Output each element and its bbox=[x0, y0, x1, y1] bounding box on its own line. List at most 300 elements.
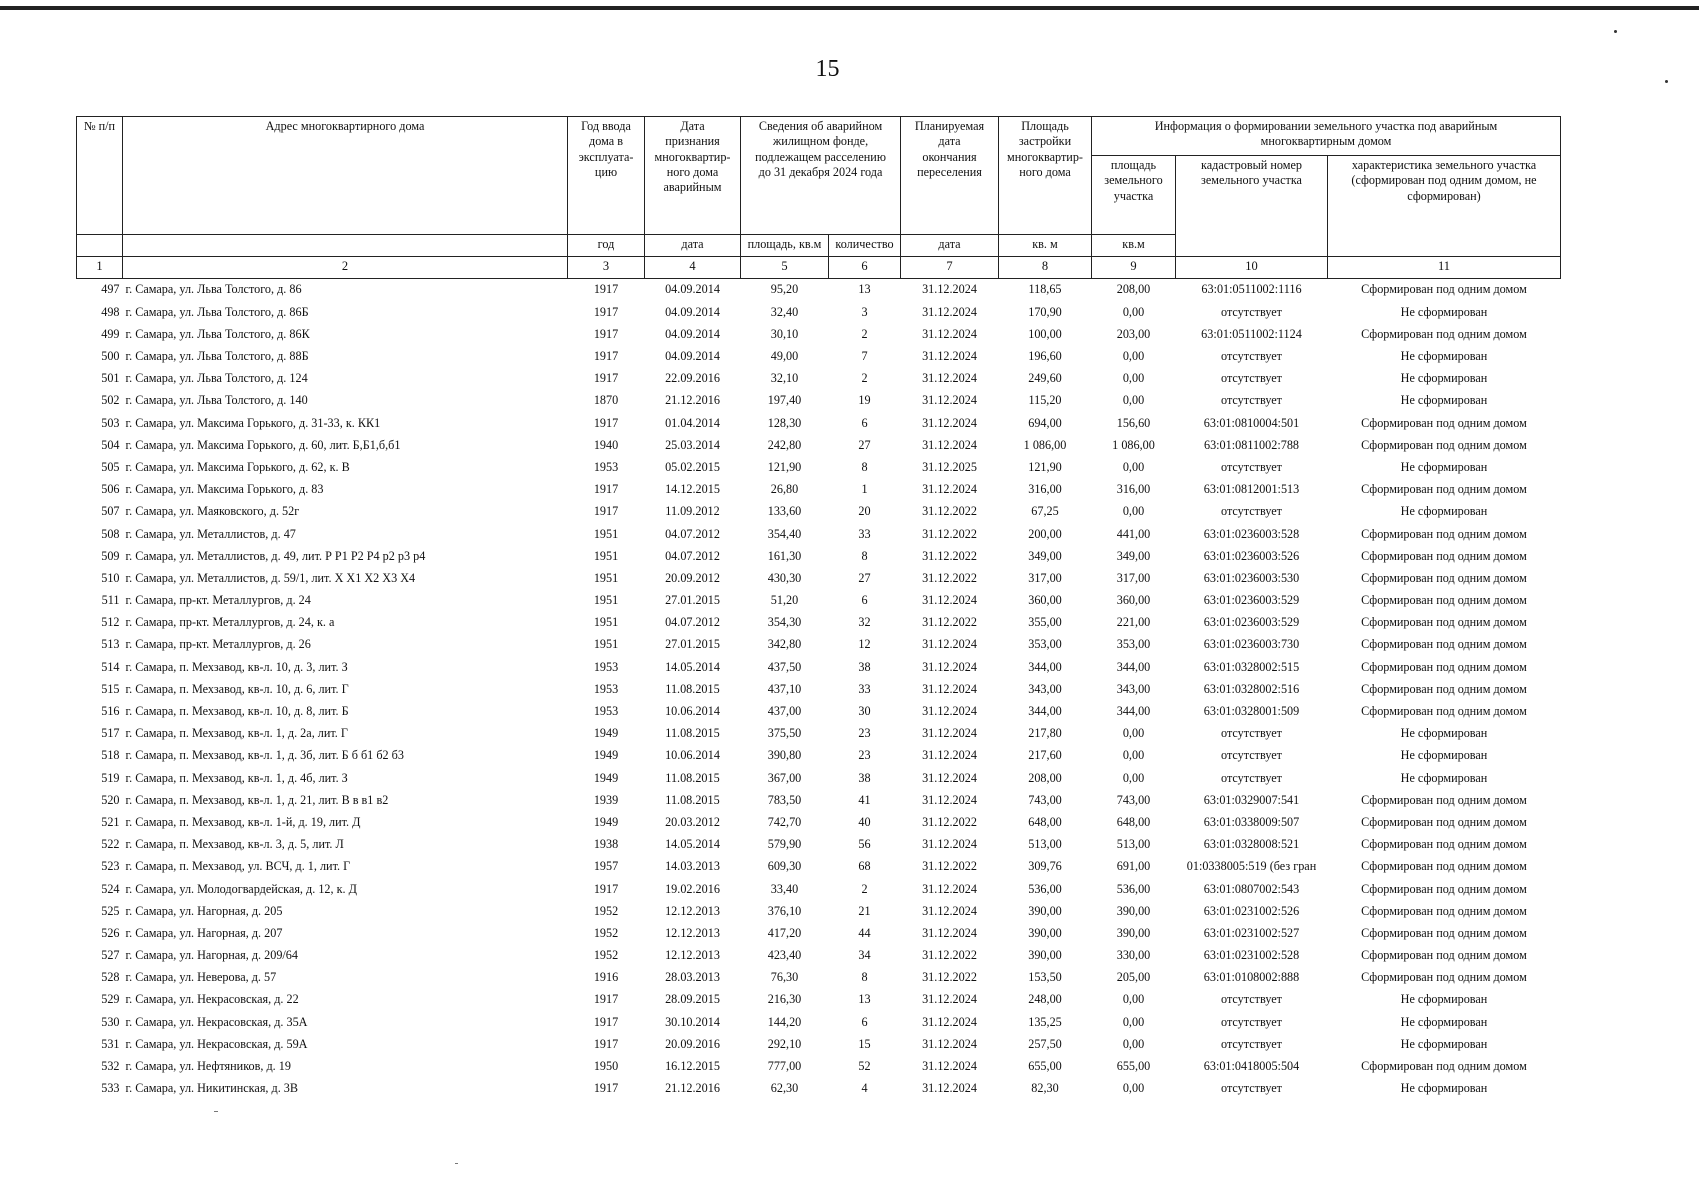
cell-resident-count: 15 bbox=[858, 1036, 871, 1051]
cell-address: г. Самара, ул. Молодогвардейская, д. 12, к. Д bbox=[125, 881, 357, 896]
cell-row-number: 511 bbox=[101, 593, 120, 608]
cell-land-status: Сформирован под одним домом bbox=[1361, 903, 1527, 918]
cell-built-area: 353,00 bbox=[1028, 637, 1062, 652]
table-row bbox=[77, 567, 1561, 589]
cell-address: г. Самара, ул. Неверова, д. 57 bbox=[125, 970, 277, 985]
cell-land-area: 0,00 bbox=[1122, 1036, 1145, 1051]
cell-resident-count: 2 bbox=[861, 371, 868, 386]
cell-emergency-area: 161,30 bbox=[767, 548, 802, 563]
cell-cadastral-number: отсутствует bbox=[1221, 371, 1282, 386]
cell-resident-count: 38 bbox=[858, 770, 871, 785]
cell-planned-date: 31.12.2022 bbox=[922, 970, 977, 985]
cell-land-area: 344,00 bbox=[1116, 704, 1151, 719]
cell-built-area: 100,00 bbox=[1028, 326, 1062, 341]
cell-recognition-date: 05.02.2015 bbox=[665, 459, 720, 474]
cell-land-area: 0,00 bbox=[1122, 371, 1145, 386]
cell-land-area: 208,00 bbox=[1116, 282, 1151, 297]
cell-planned-date: 31.12.2024 bbox=[922, 1059, 977, 1074]
cell-resident-count: 33 bbox=[858, 681, 871, 696]
cell-planned-date: 31.12.2024 bbox=[922, 837, 977, 852]
cell-emergency-area: 354,30 bbox=[767, 615, 802, 630]
table-row bbox=[77, 1033, 1561, 1055]
cell-row-number: 512 bbox=[101, 615, 120, 630]
cell-built-area: 360,00 bbox=[1028, 593, 1062, 608]
header-land-characteristic: характеристика земельного участка (сформирован под одним домом, не сформирован) bbox=[1328, 156, 1561, 257]
cell-emergency-area: 783,50 bbox=[767, 792, 802, 807]
cell-resident-count: 44 bbox=[858, 925, 871, 940]
cell-resident-count: 19 bbox=[858, 393, 871, 408]
cell-address: г. Самара, ул. Льва Толстого, д. 86 bbox=[125, 282, 302, 297]
column-number: 3 bbox=[568, 257, 645, 279]
cell-recognition-date: 04.09.2014 bbox=[665, 349, 720, 364]
cell-resident-count: 8 bbox=[861, 459, 868, 474]
cell-commission-year: 1951 bbox=[593, 637, 619, 652]
column-number: 1 bbox=[77, 257, 123, 279]
cell-built-area: 536,00 bbox=[1028, 881, 1062, 896]
cell-planned-date: 31.12.2024 bbox=[922, 371, 977, 386]
cell-planned-date: 31.12.2024 bbox=[922, 881, 977, 896]
cell-land-status: Сформирован под одним домом bbox=[1361, 659, 1527, 674]
cell-recognition-date: 11.08.2015 bbox=[665, 770, 720, 785]
cell-address: г. Самара, ул. Льва Толстого, д. 86Б bbox=[125, 304, 309, 319]
unit-area: площадь, кв.м bbox=[741, 235, 829, 257]
cell-land-area: 0,00 bbox=[1122, 393, 1145, 408]
cell-address: г. Самара, п. Мехзавод, кв-л. 1, д. 2а, лит. Г bbox=[125, 726, 348, 741]
cell-land-status: Не сформирован bbox=[1400, 1014, 1488, 1029]
cell-land-status: Не сформирован bbox=[1400, 726, 1488, 741]
cell-row-number: 518 bbox=[101, 748, 120, 763]
cell-emergency-area: 32,10 bbox=[770, 371, 799, 386]
cell-recognition-date: 12.12.2013 bbox=[665, 925, 720, 940]
scan-mark bbox=[214, 1111, 218, 1112]
cell-commission-year: 1939 bbox=[593, 792, 619, 807]
table-row bbox=[77, 279, 1561, 302]
cell-land-area: 0,00 bbox=[1122, 726, 1145, 741]
cell-land-status: Сформирован под одним домом bbox=[1361, 814, 1527, 829]
cell-address: г. Самара, ул. Нагорная, д. 209/64 bbox=[125, 948, 298, 963]
cell-commission-year: 1951 bbox=[593, 570, 619, 585]
cell-planned-date: 31.12.2024 bbox=[922, 326, 977, 341]
cell-commission-year: 1957 bbox=[593, 859, 619, 874]
cell-row-number: 525 bbox=[101, 903, 120, 918]
cell-built-area: 390,00 bbox=[1028, 903, 1062, 918]
scan-speck bbox=[1614, 30, 1617, 33]
cell-address: г. Самара, ул. Льва Толстого, д. 140 bbox=[125, 393, 308, 408]
cell-resident-count: 2 bbox=[861, 881, 868, 896]
header-commission-year: Год ввода дома в эксплуата- цию bbox=[568, 117, 645, 235]
cell-resident-count: 7 bbox=[861, 349, 868, 364]
cell-built-area: 200,00 bbox=[1028, 526, 1062, 541]
cell-address: г. Самара, п. Мехзавод, кв-л. 3, д. 5, лит. Л bbox=[125, 837, 344, 852]
cell-land-area: 343,00 bbox=[1116, 681, 1151, 696]
cell-row-number: 498 bbox=[101, 304, 120, 319]
cell-land-area: 0,00 bbox=[1122, 304, 1145, 319]
cell-land-status: Сформирован под одним домом bbox=[1361, 637, 1527, 652]
cell-recognition-date: 04.09.2014 bbox=[665, 326, 720, 341]
table-row bbox=[77, 701, 1561, 723]
table-row bbox=[77, 656, 1561, 678]
cell-built-area: 121,90 bbox=[1028, 459, 1062, 474]
cell-cadastral-number: 01:0338005:519 (без гран bbox=[1186, 859, 1317, 874]
cell-emergency-area: 437,50 bbox=[767, 659, 802, 674]
cell-commission-year: 1950 bbox=[593, 1059, 619, 1074]
cell-emergency-area: 32,40 bbox=[770, 304, 799, 319]
column-number: 6 bbox=[829, 257, 901, 279]
cell-planned-date: 31.12.2024 bbox=[922, 637, 977, 652]
unit-date: дата bbox=[645, 235, 741, 257]
cell-recognition-date: 21.12.2016 bbox=[665, 393, 720, 408]
cell-row-number: 531 bbox=[101, 1036, 120, 1051]
cell-emergency-area: 390,80 bbox=[767, 748, 802, 763]
cell-land-status: Не сформирован bbox=[1400, 349, 1488, 364]
cell-resident-count: 41 bbox=[858, 792, 871, 807]
cell-commission-year: 1917 bbox=[593, 1081, 619, 1096]
cell-row-number: 506 bbox=[101, 482, 120, 497]
cell-address: г. Самара, ул. Нагорная, д. 205 bbox=[125, 903, 283, 918]
cell-address: г. Самара, п. Мехзавод, кв-л. 1-й, д. 19, лит. Д bbox=[125, 814, 361, 829]
cell-commission-year: 1916 bbox=[593, 970, 619, 985]
cell-planned-date: 31.12.2024 bbox=[922, 925, 977, 940]
cell-emergency-area: 133,60 bbox=[767, 504, 802, 519]
cell-address: г. Самара, п. Мехзавод, кв-л. 1, д. 4б, лит. З bbox=[125, 770, 348, 785]
cell-address: г. Самара, ул. Маяковского, д. 52г bbox=[125, 504, 300, 519]
cell-cadastral-number: 63:01:0812001:513 bbox=[1203, 482, 1300, 497]
cell-planned-date: 31.12.2022 bbox=[922, 948, 977, 963]
column-number: 7 bbox=[901, 257, 999, 279]
cell-row-number: 510 bbox=[101, 570, 120, 585]
cell-commission-year: 1953 bbox=[593, 704, 619, 719]
cell-land-area: 0,00 bbox=[1122, 748, 1145, 763]
header-address: Адрес многоквартирного дома bbox=[123, 117, 568, 235]
cell-planned-date: 31.12.2024 bbox=[922, 1081, 977, 1096]
cell-cadastral-number: 63:01:0231002:527 bbox=[1203, 925, 1300, 940]
cell-commission-year: 1953 bbox=[593, 659, 619, 674]
column-number: 2 bbox=[123, 257, 568, 279]
cell-land-status: Не сформирован bbox=[1400, 1081, 1488, 1096]
scan-mark bbox=[455, 1163, 458, 1164]
cell-cadastral-number: 63:01:0236003:526 bbox=[1203, 548, 1300, 563]
cell-cadastral-number: 63:01:0807002:543 bbox=[1203, 881, 1300, 896]
top-rule bbox=[0, 6, 1699, 10]
cell-cadastral-number: отсутствует bbox=[1221, 770, 1282, 785]
cell-land-status: Не сформирован bbox=[1400, 504, 1488, 519]
cell-cadastral-number: 63:01:0236003:530 bbox=[1203, 570, 1300, 585]
cell-land-area: 390,00 bbox=[1116, 903, 1151, 918]
table-row bbox=[77, 789, 1561, 811]
cell-commission-year: 1917 bbox=[593, 482, 619, 497]
cell-cadastral-number: 63:01:0108002:888 bbox=[1203, 970, 1300, 985]
cell-built-area: 118,65 bbox=[1028, 282, 1062, 297]
cell-address: г. Самара, п. Мехзавод, кв-л. 1, д. 3б, лит. Б б б1 б2 б3 bbox=[125, 748, 404, 763]
cell-row-number: 526 bbox=[101, 925, 120, 940]
cell-emergency-area: 430,30 bbox=[767, 570, 802, 585]
cell-commission-year: 1917 bbox=[593, 504, 619, 519]
cell-resident-count: 6 bbox=[861, 415, 868, 430]
cell-cadastral-number: 63:01:0328001:509 bbox=[1203, 704, 1300, 719]
cell-land-area: 441,00 bbox=[1116, 526, 1151, 541]
cell-land-area: 203,00 bbox=[1116, 326, 1151, 341]
cell-emergency-area: 62,30 bbox=[770, 1081, 799, 1096]
cell-resident-count: 38 bbox=[858, 659, 871, 674]
column-number: 11 bbox=[1328, 257, 1561, 279]
cell-built-area: 82,30 bbox=[1031, 1081, 1059, 1096]
header-planned-date: Планируемая дата окончания переселения bbox=[901, 117, 999, 235]
column-number: 10 bbox=[1176, 257, 1328, 279]
page-number: 15 bbox=[815, 56, 840, 82]
cell-address: г. Самара, пр-кт. Металлургов, д. 26 bbox=[125, 637, 311, 652]
scan-speck bbox=[1665, 80, 1668, 83]
cell-cadastral-number: отсутствует bbox=[1221, 349, 1282, 364]
cell-commission-year: 1953 bbox=[593, 681, 619, 696]
cell-recognition-date: 04.09.2014 bbox=[665, 282, 720, 297]
cell-recognition-date: 28.09.2015 bbox=[665, 992, 720, 1007]
cell-land-area: 536,00 bbox=[1116, 881, 1151, 896]
emergency-housing-table bbox=[76, 116, 1561, 1100]
cell-planned-date: 31.12.2022 bbox=[922, 814, 977, 829]
cell-built-area: 248,00 bbox=[1028, 992, 1062, 1007]
cell-resident-count: 8 bbox=[861, 970, 868, 985]
cell-land-status: Не сформирован bbox=[1400, 371, 1488, 386]
cell-cadastral-number: 63:01:0231002:526 bbox=[1203, 903, 1300, 918]
cell-cadastral-number: отсутствует bbox=[1221, 1014, 1282, 1029]
cell-cadastral-number: 63:01:0236003:528 bbox=[1203, 526, 1300, 541]
cell-resident-count: 3 bbox=[861, 304, 868, 319]
cell-emergency-area: 423,40 bbox=[767, 948, 802, 963]
cell-resident-count: 6 bbox=[861, 593, 868, 608]
table-row bbox=[77, 945, 1561, 967]
table-row bbox=[77, 767, 1561, 789]
cell-commission-year: 1949 bbox=[593, 726, 619, 741]
cell-row-number: 533 bbox=[101, 1081, 120, 1096]
cell-recognition-date: 21.12.2016 bbox=[665, 1081, 720, 1096]
cell-resident-count: 8 bbox=[861, 548, 868, 563]
cell-commission-year: 1917 bbox=[593, 881, 619, 896]
cell-resident-count: 68 bbox=[858, 859, 871, 874]
table-row bbox=[77, 301, 1561, 323]
cell-emergency-area: 121,90 bbox=[767, 459, 802, 474]
table-row bbox=[77, 457, 1561, 479]
cell-planned-date: 31.12.2024 bbox=[922, 770, 977, 785]
cell-built-area: 135,25 bbox=[1028, 1014, 1062, 1029]
cell-land-status: Не сформирован bbox=[1400, 992, 1488, 1007]
cell-address: г. Самара, пр-кт. Металлургов, д. 24, к. а bbox=[125, 615, 335, 630]
cell-resident-count: 30 bbox=[858, 704, 871, 719]
cell-emergency-area: 742,70 bbox=[767, 814, 802, 829]
cell-land-status: Сформирован под одним домом bbox=[1361, 681, 1527, 696]
cell-cadastral-number: 63:01:0236003:730 bbox=[1203, 637, 1300, 652]
cell-recognition-date: 04.07.2012 bbox=[665, 548, 720, 563]
header-cadastral-number: кадастровый номер земельного участка bbox=[1176, 156, 1328, 257]
cell-recognition-date: 16.12.2015 bbox=[665, 1059, 720, 1074]
cell-built-area: 390,00 bbox=[1028, 948, 1062, 963]
cell-planned-date: 31.12.2024 bbox=[922, 704, 977, 719]
cell-land-area: 513,00 bbox=[1116, 837, 1151, 852]
table-row bbox=[77, 834, 1561, 856]
cell-built-area: 390,00 bbox=[1028, 925, 1062, 940]
cell-commission-year: 1951 bbox=[593, 548, 619, 563]
cell-cadastral-number: 63:01:0418005:504 bbox=[1203, 1059, 1300, 1074]
cell-built-area: 694,00 bbox=[1028, 415, 1062, 430]
table-row bbox=[77, 878, 1561, 900]
cell-planned-date: 31.12.2022 bbox=[922, 504, 977, 519]
cell-land-area: 0,00 bbox=[1122, 459, 1145, 474]
cell-row-number: 517 bbox=[101, 726, 120, 741]
cell-commission-year: 1951 bbox=[593, 593, 619, 608]
cell-built-area: 217,60 bbox=[1028, 748, 1062, 763]
cell-built-area: 316,00 bbox=[1028, 482, 1062, 497]
cell-recognition-date: 11.09.2012 bbox=[665, 504, 720, 519]
cell-emergency-area: 376,10 bbox=[767, 903, 802, 918]
cell-address: г. Самара, ул. Некрасовская, д. 22 bbox=[125, 992, 299, 1007]
cell-land-status: Не сформирован bbox=[1400, 770, 1488, 785]
cell-recognition-date: 14.12.2015 bbox=[665, 482, 720, 497]
cell-commission-year: 1917 bbox=[593, 349, 619, 364]
cell-recognition-date: 28.03.2013 bbox=[665, 970, 720, 985]
cell-cadastral-number: отсутствует bbox=[1221, 504, 1282, 519]
cell-address: г. Самара, пр-кт. Металлургов, д. 24 bbox=[125, 593, 311, 608]
cell-commission-year: 1949 bbox=[593, 748, 619, 763]
cell-row-number: 507 bbox=[101, 504, 120, 519]
cell-built-area: 249,60 bbox=[1028, 371, 1062, 386]
table-row bbox=[77, 856, 1561, 878]
table-row bbox=[77, 545, 1561, 567]
cell-built-area: 743,00 bbox=[1028, 792, 1062, 807]
cell-land-area: 0,00 bbox=[1122, 1014, 1145, 1029]
cell-planned-date: 31.12.2024 bbox=[922, 748, 977, 763]
column-number: 5 bbox=[741, 257, 829, 279]
column-number: 8 bbox=[999, 257, 1092, 279]
cell-row-number: 523 bbox=[101, 859, 120, 874]
cell-land-status: Сформирован под одним домом bbox=[1361, 326, 1527, 341]
cell-resident-count: 2 bbox=[861, 326, 868, 341]
cell-resident-count: 20 bbox=[858, 504, 871, 519]
cell-row-number: 529 bbox=[101, 992, 120, 1007]
cell-address: г. Самара, ул. Металлистов, д. 49, лит. Р Р1 Р2 Р4 р2 р3 р4 bbox=[125, 548, 426, 563]
cell-planned-date: 31.12.2024 bbox=[922, 992, 977, 1007]
cell-commission-year: 1951 bbox=[593, 526, 619, 541]
header-land-area: площадь земельного участка bbox=[1092, 156, 1176, 235]
cell-address: г. Самара, ул. Нефтяников, д. 19 bbox=[125, 1059, 291, 1074]
cell-recognition-date: 12.12.2013 bbox=[665, 903, 720, 918]
cell-cadastral-number: 63:01:0236003:529 bbox=[1203, 615, 1300, 630]
cell-row-number: 497 bbox=[101, 282, 120, 297]
cell-land-area: 0,00 bbox=[1122, 504, 1145, 519]
cell-address: г. Самара, п. Мехзавод, кв-л. 10, д. 6, лит. Г bbox=[125, 681, 349, 696]
cell-planned-date: 31.12.2022 bbox=[922, 548, 977, 563]
cell-land-status: Сформирован под одним домом bbox=[1361, 415, 1527, 430]
cell-resident-count: 40 bbox=[858, 814, 871, 829]
cell-land-status: Не сформирован bbox=[1400, 459, 1488, 474]
cell-land-status: Сформирован под одним домом bbox=[1361, 482, 1527, 497]
cell-commission-year: 1917 bbox=[593, 304, 619, 319]
cell-land-status: Не сформирован bbox=[1400, 304, 1488, 319]
table-row bbox=[77, 1078, 1561, 1100]
cell-address: г. Самара, ул. Максима Горького, д. 60, лит. Б,Б1,б,б1 bbox=[125, 437, 401, 452]
cell-built-area: 349,00 bbox=[1028, 548, 1062, 563]
cell-recognition-date: 22.09.2016 bbox=[665, 371, 720, 386]
cell-emergency-area: 144,20 bbox=[767, 1014, 802, 1029]
cell-recognition-date: 04.07.2012 bbox=[665, 615, 720, 630]
cell-planned-date: 31.12.2024 bbox=[922, 792, 977, 807]
table-row bbox=[77, 612, 1561, 634]
cell-planned-date: 31.12.2022 bbox=[922, 615, 977, 630]
cell-built-area: 257,50 bbox=[1028, 1036, 1062, 1051]
cell-row-number: 500 bbox=[101, 349, 120, 364]
header-land-info: Информация о формировании земельного участка под аварийным многоквартирным домом bbox=[1092, 117, 1561, 156]
cell-recognition-date: 25.03.2014 bbox=[665, 437, 720, 452]
cell-land-status: Сформирован под одним домом bbox=[1361, 859, 1527, 874]
cell-land-area: 0,00 bbox=[1122, 1081, 1145, 1096]
cell-land-area: 0,00 bbox=[1122, 349, 1145, 364]
cell-built-area: 317,00 bbox=[1028, 570, 1062, 585]
cell-land-status: Сформирован под одним домом bbox=[1361, 837, 1527, 852]
cell-address: г. Самара, п. Мехзавод, кв-л. 10, д. 8, лит. Б bbox=[125, 704, 349, 719]
cell-built-area: 355,00 bbox=[1028, 615, 1062, 630]
table-row bbox=[77, 368, 1561, 390]
header-row-number: № п/п bbox=[77, 117, 123, 235]
cell-recognition-date: 20.09.2012 bbox=[665, 570, 720, 585]
cell-commission-year: 1917 bbox=[593, 415, 619, 430]
cell-recognition-date: 04.09.2014 bbox=[665, 304, 720, 319]
cell-land-status: Сформирован под одним домом bbox=[1361, 792, 1527, 807]
cell-emergency-area: 33,40 bbox=[770, 881, 799, 896]
cell-row-number: 532 bbox=[101, 1059, 120, 1074]
cell-resident-count: 27 bbox=[858, 437, 871, 452]
cell-emergency-area: 128,30 bbox=[767, 415, 802, 430]
cell-resident-count: 34 bbox=[858, 948, 871, 963]
table-row bbox=[77, 900, 1561, 922]
cell-emergency-area: 417,20 bbox=[767, 925, 802, 940]
cell-planned-date: 31.12.2024 bbox=[922, 437, 977, 452]
cell-emergency-area: 437,10 bbox=[767, 681, 802, 696]
cell-land-area: 691,00 bbox=[1116, 859, 1151, 874]
cell-recognition-date: 30.10.2014 bbox=[665, 1014, 720, 1029]
cell-cadastral-number: 63:01:0231002:528 bbox=[1203, 948, 1300, 963]
cell-built-area: 217,80 bbox=[1028, 726, 1062, 741]
table-row bbox=[77, 989, 1561, 1011]
cell-land-status: Сформирован под одним домом bbox=[1361, 1059, 1527, 1074]
cell-cadastral-number: отсутствует bbox=[1221, 459, 1282, 474]
header-emergency-fund: Сведения об аварийном жилищном фонде, подлежащем расселению до 31 декабря 2024 года bbox=[741, 117, 901, 235]
cell-resident-count: 33 bbox=[858, 526, 871, 541]
cell-address: г. Самара, п. Мехзавод, ул. ВСЧ, д. 1, лит. Г bbox=[125, 859, 351, 874]
cell-row-number: 502 bbox=[101, 393, 120, 408]
column-number: 4 bbox=[645, 257, 741, 279]
cell-land-area: 221,00 bbox=[1116, 615, 1151, 630]
cell-cadastral-number: отсутствует bbox=[1221, 726, 1282, 741]
cell-resident-count: 12 bbox=[858, 637, 871, 652]
cell-land-area: 156,60 bbox=[1116, 415, 1151, 430]
cell-resident-count: 23 bbox=[858, 726, 871, 741]
cell-built-area: 196,60 bbox=[1028, 349, 1062, 364]
cell-land-status: Сформирован под одним домом bbox=[1361, 548, 1527, 563]
cell-cadastral-number: 63:01:0328002:515 bbox=[1203, 659, 1300, 674]
cell-land-status: Сформирован под одним домом bbox=[1361, 437, 1527, 452]
cell-cadastral-number: 63:01:0329007:541 bbox=[1203, 792, 1300, 807]
cell-address: г. Самара, ул. Льва Толстого, д. 88Б bbox=[125, 349, 309, 364]
cell-land-area: 0,00 bbox=[1122, 770, 1145, 785]
cell-emergency-area: 197,40 bbox=[767, 393, 802, 408]
cell-planned-date: 31.12.2022 bbox=[922, 526, 977, 541]
cell-emergency-area: 76,30 bbox=[770, 970, 799, 985]
table-row bbox=[77, 323, 1561, 345]
cell-cadastral-number: отсутствует bbox=[1221, 1081, 1282, 1096]
cell-land-status: Сформирован под одним домом bbox=[1361, 925, 1527, 940]
cell-row-number: 522 bbox=[101, 837, 120, 852]
cell-land-status: Не сформирован bbox=[1400, 748, 1488, 763]
cell-built-area: 344,00 bbox=[1028, 704, 1062, 719]
cell-recognition-date: 11.08.2015 bbox=[665, 726, 720, 741]
